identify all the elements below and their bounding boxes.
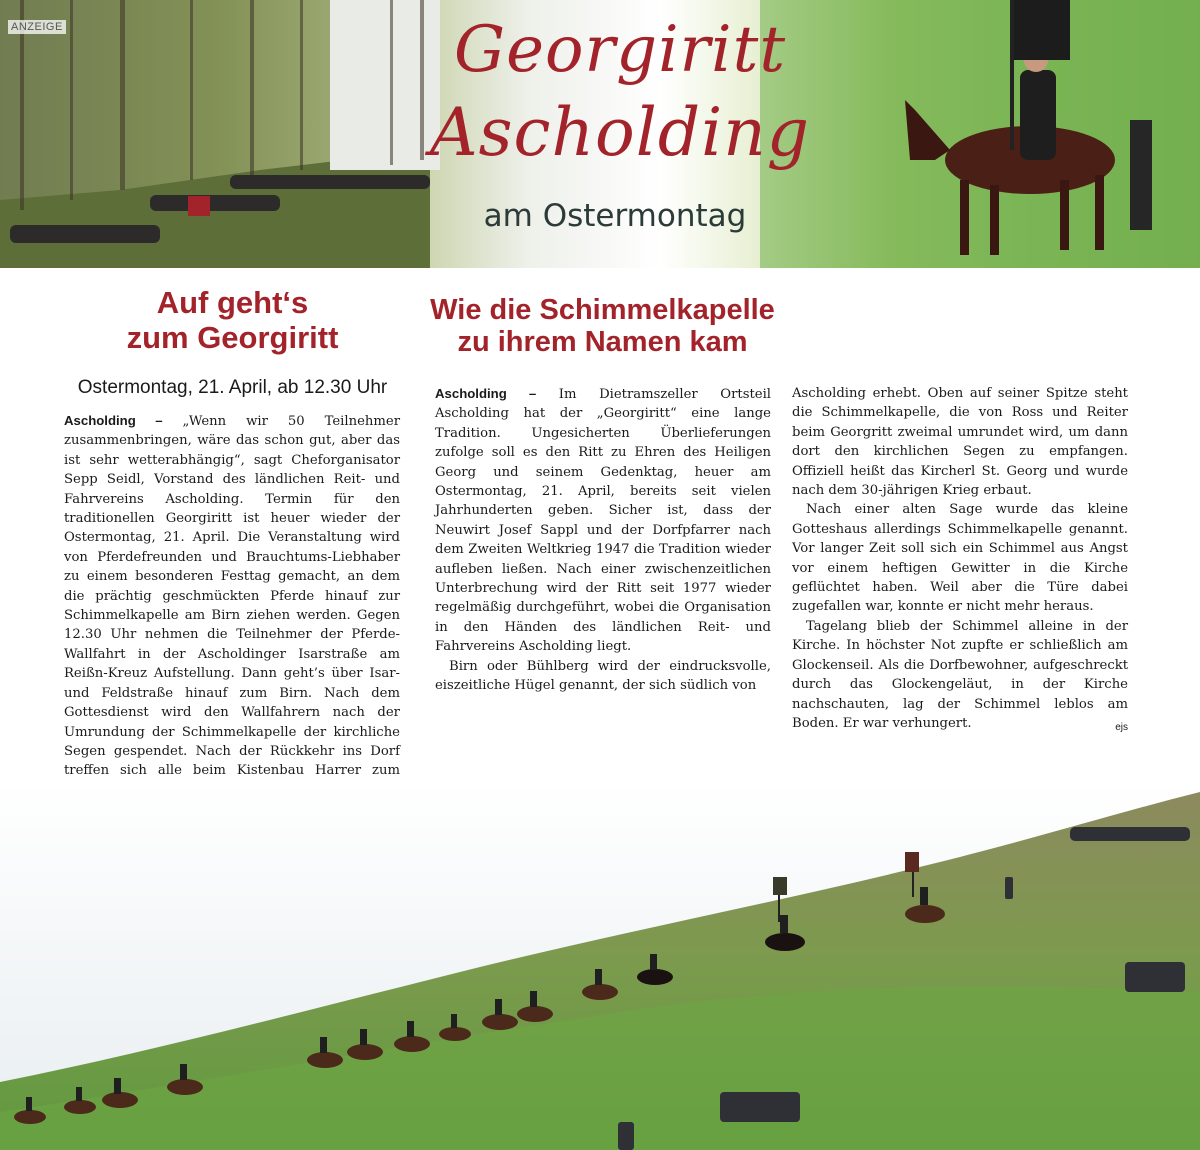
article1-headline-line1: Auf geht‘s — [156, 285, 309, 320]
article2-paragraph-2: Birn oder Bühlberg wird der eindrucksvolle, eiszeitliche Hügel genannt, der sich südlich von — [435, 658, 771, 694]
article1-lead: Ascholding – — [64, 413, 163, 428]
ad-tag: ANZEIGE — [8, 20, 66, 34]
article1-dateline: Ostermontag, 21. April, ab 12.30 Uhr — [77, 377, 388, 398]
banner-subtitle: am Ostermontag — [483, 198, 747, 234]
article2-paragraph-3: Ascholding erhebt. Oben auf seiner Spitze steht die Schimmelkapelle, die von Ross und Reiter beim Georgritt zweimal umrundet wird, um dann dort den kirchlichen Segen zu empfangen. Offiziell heißt das Kircherl St. Georg und wurde nach dem 30-jährigen Krieg erbaut. — [792, 386, 1128, 499]
header-banner — [0, 0, 1200, 268]
article1-text: „Wenn wir 50 Teilnehmer zusammenbringen, wäre das schon gut, aber das ist sehr wetterabhängig“, sagt Cheforganisator Sepp Seidl, Vorstand des ländlichen Reit- und Fahrvereins Ascholding. Termin für den traditionellen Georgiritt ist heuer wieder der Ostermontag, 21. April. Die Veranstaltung wird von Pferdefreunden und Brauchtums-Liebhaber zu einem besonderen Festtag gemacht, an dem die prächtig geschmückten Pferde hinauf zur Schimmelkapelle am Birn ziehen werden. Gegen 12.30 Uhr nehmen die Teilnehmer der Pferde-Wallfahrt in der Ascholdinger Isarstraße am Reißn-Kreuz Aufstellung. Dann geht’s über Isar- und Feldstraße hinauf zum Birn. Nach dem Gottesdienst wird den Wallfahrern nach der Umrundung der Schimmelkapelle der kirchliche Segen gespendet. Nach der Rückkehr ins Dorf treffen sich alle beim Kistenbau Harrer zum — [64, 414, 400, 779]
article2-signature: ejs — [1115, 721, 1128, 733]
article2-headline-line1: Wie die Schimmelkapelle — [430, 294, 775, 326]
article2-headline — [425, 294, 780, 359]
article1-paragraph — [64, 411, 400, 800]
article2-paragraph-4: Nach einer alten Sage wurde das kleine Gotteshaus allerdings Schimmelkapelle genannt. Vor langer Zeit soll sich ein Schimmel aus Angst vor einem heftigen Gewitter in die Kirche geflüchtet haben. Weil aber die Türe dabei zugefallen war, konnte er nicht mehr heraus. — [792, 502, 1128, 615]
article2-text-5: Tagelang blieb der Schimmel alleine in der Kirche. In höchster Not zupfte er schließlich am Glockenseil. Als die Dorfbewohner, aufgeschreckt durch das Glockengeläut, in der Kirche nachschauten, lag der Schimmel leblos am Boden. Er war verhungert. — [792, 618, 1128, 731]
article2-paragraph-5 — [792, 617, 1128, 733]
article2-column-2 — [792, 384, 1128, 737]
article2-paragraph-1 — [435, 384, 771, 657]
article2-column-1 — [435, 384, 771, 696]
article1-headline-line2: zum Georgiritt — [126, 319, 339, 355]
article1-headline — [60, 286, 405, 355]
banner-title-line2: Ascholding — [430, 94, 810, 171]
article2-text-1: Im Dietramszeller Ortsteil Ascholding hat der „Georgiritt“ eine lange Tradition. Ungesicherten Überlieferungen zufolge soll es den Ritt zu Ehren des Heiligen Georg und seinem Gedenktag, heuer am Ostermontag, 21. April, bereits seit vielen Jahrhunderten geben. Sicher ist, dass der Neuwirt Josef Sappl und der Dorfpfarrer nach dem Zweiten Weltkrieg 1947 die Tradition wieder aufleben ließen. Nach einer zwischenzeitlichen Unterbrechung wird der Ritt seit 1977 wieder regelmäßig durchgeführt, wobei die Organisation in den Händen des ländlichen Reit- und Fahrvereins Ascholding liegt. — [435, 387, 772, 655]
procession-photo — [0, 782, 1200, 1150]
banner-title-line1: Georgiritt — [453, 13, 787, 87]
article2-headline-line2: zu ihrem Namen kam — [457, 326, 748, 359]
article1-body — [64, 411, 400, 804]
article2-lead: Ascholding – — [435, 386, 537, 401]
